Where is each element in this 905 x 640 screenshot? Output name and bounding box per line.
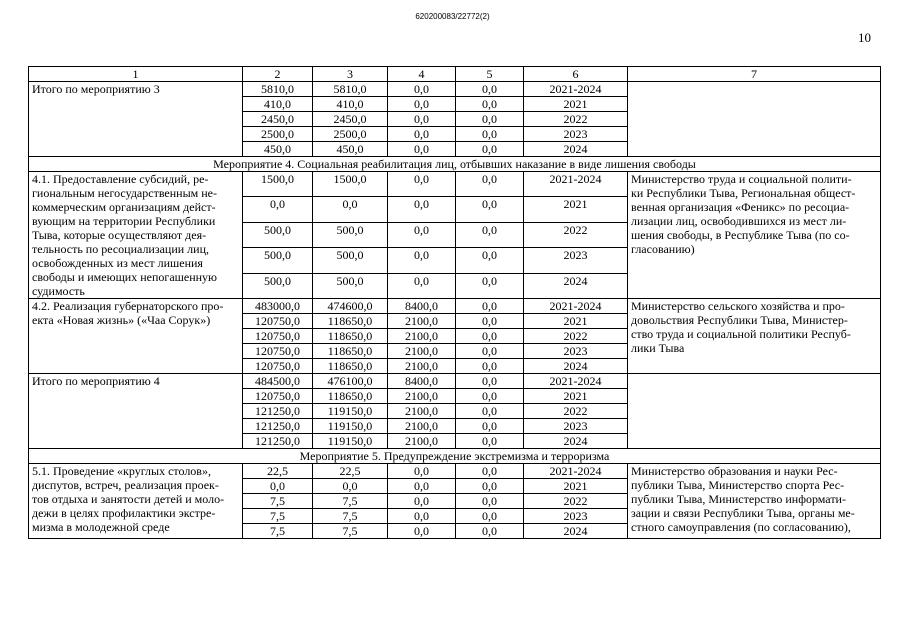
period-cell: 2021 bbox=[524, 479, 628, 494]
activity-name-cell: Итого по мероприятию 4 bbox=[29, 374, 243, 449]
column-number: 7 bbox=[628, 67, 881, 82]
amount-cell: 119150,0 bbox=[313, 419, 388, 434]
responsible-executor-cell: Министерство образования и науки Рес- публики Тыва, Министерство спорта Рес- публики Тыва, Министерство информати- зации и связи Республики Тыва, органы ме- стного самоуправления (по согласованию), bbox=[628, 464, 881, 539]
amount-cell: 0,0 bbox=[388, 509, 456, 524]
amount-cell: 0,0 bbox=[388, 82, 456, 97]
amount-cell: 2100,0 bbox=[388, 434, 456, 449]
amount-cell: 0,0 bbox=[388, 479, 456, 494]
amount-cell: 474600,0 bbox=[313, 299, 388, 314]
amount-cell: 0,0 bbox=[456, 197, 524, 222]
amount-cell: 500,0 bbox=[243, 273, 313, 298]
column-number-row bbox=[29, 67, 881, 82]
column-number: 2 bbox=[243, 67, 313, 82]
amount-cell: 0,0 bbox=[313, 479, 388, 494]
column-number: 1 bbox=[29, 67, 243, 82]
period-cell: 2021-2024 bbox=[524, 299, 628, 314]
table-row bbox=[29, 299, 881, 314]
amount-cell: 0,0 bbox=[456, 248, 524, 273]
period-cell: 2022 bbox=[524, 222, 628, 247]
amount-cell: 2500,0 bbox=[313, 127, 388, 142]
period-cell: 2021 bbox=[524, 389, 628, 404]
responsible-executor-cell: Министерство труда и социальной полити- ки Республики Тыва, Региональная общест- венная организация «Феникс» по ресоциа- лизации лиц, освободившихся из мест ли- шения свободы, в Республике Тыва (по со- гласованию) bbox=[628, 172, 881, 299]
amount-cell: 7,5 bbox=[243, 494, 313, 509]
responsible-executor-cell bbox=[628, 82, 881, 157]
amount-cell: 0,0 bbox=[456, 314, 524, 329]
amount-cell: 7,5 bbox=[243, 524, 313, 539]
amount-cell: 119150,0 bbox=[313, 404, 388, 419]
period-cell: 2024 bbox=[524, 142, 628, 157]
amount-cell: 484500,0 bbox=[243, 374, 313, 389]
period-cell: 2024 bbox=[524, 273, 628, 298]
amount-cell: 0,0 bbox=[388, 524, 456, 539]
amount-cell: 0,0 bbox=[388, 142, 456, 157]
amount-cell: 118650,0 bbox=[313, 389, 388, 404]
period-cell: 2024 bbox=[524, 524, 628, 539]
budget-table bbox=[28, 66, 881, 539]
period-cell: 2022 bbox=[524, 112, 628, 127]
period-cell: 2023 bbox=[524, 419, 628, 434]
amount-cell: 0,0 bbox=[243, 197, 313, 222]
amount-cell: 0,0 bbox=[456, 464, 524, 479]
amount-cell: 120750,0 bbox=[243, 314, 313, 329]
amount-cell: 0,0 bbox=[388, 273, 456, 298]
amount-cell: 8400,0 bbox=[388, 299, 456, 314]
amount-cell: 2100,0 bbox=[388, 419, 456, 434]
activity-name-cell: 5.1. Проведение «круглых столов», диспутов, встреч, реализация проек- тов отдыха и занятости детей и моло- дежи в целях профилактики экстре- мизма в молодежной среде bbox=[29, 464, 243, 539]
amount-cell: 0,0 bbox=[456, 479, 524, 494]
period-cell: 2021 bbox=[524, 197, 628, 222]
amount-cell: 0,0 bbox=[388, 222, 456, 247]
amount-cell: 476100,0 bbox=[313, 374, 388, 389]
amount-cell: 0,0 bbox=[388, 127, 456, 142]
amount-cell: 0,0 bbox=[243, 479, 313, 494]
amount-cell: 0,0 bbox=[388, 197, 456, 222]
page-number: 10 bbox=[858, 30, 871, 45]
amount-cell: 0,0 bbox=[456, 434, 524, 449]
period-cell: 2024 bbox=[524, 359, 628, 374]
document-id: 620200083/22772(2) bbox=[415, 12, 490, 21]
amount-cell: 118650,0 bbox=[313, 329, 388, 344]
amount-cell: 0,0 bbox=[456, 127, 524, 142]
amount-cell: 0,0 bbox=[313, 197, 388, 222]
amount-cell: 1500,0 bbox=[243, 172, 313, 197]
column-number: 3 bbox=[313, 67, 388, 82]
responsible-executor-cell: Министерство сельского хозяйства и про- довольствия Республики Тыва, Министер- ство труда и социальной политики Респуб- лики Тыва bbox=[628, 299, 881, 374]
amount-cell: 119150,0 bbox=[313, 434, 388, 449]
amount-cell: 450,0 bbox=[313, 142, 388, 157]
amount-cell: 0,0 bbox=[456, 419, 524, 434]
period-cell: 2021 bbox=[524, 97, 628, 112]
amount-cell: 0,0 bbox=[456, 344, 524, 359]
period-cell: 2021-2024 bbox=[524, 172, 628, 197]
amount-cell: 7,5 bbox=[313, 509, 388, 524]
period-cell: 2024 bbox=[524, 434, 628, 449]
period-cell: 2021 bbox=[524, 314, 628, 329]
amount-cell: 8400,0 bbox=[388, 374, 456, 389]
amount-cell: 2100,0 bbox=[388, 344, 456, 359]
table-body bbox=[29, 67, 881, 539]
amount-cell: 0,0 bbox=[388, 494, 456, 509]
period-cell: 2022 bbox=[524, 329, 628, 344]
amount-cell: 500,0 bbox=[243, 222, 313, 247]
amount-cell: 500,0 bbox=[243, 248, 313, 273]
amount-cell: 5810,0 bbox=[313, 82, 388, 97]
amount-cell: 0,0 bbox=[456, 82, 524, 97]
amount-cell: 2450,0 bbox=[313, 112, 388, 127]
table-row bbox=[29, 172, 881, 197]
period-cell: 2021-2024 bbox=[524, 464, 628, 479]
amount-cell: 0,0 bbox=[456, 273, 524, 298]
period-cell: 2022 bbox=[524, 494, 628, 509]
period-cell: 2021-2024 bbox=[524, 374, 628, 389]
amount-cell: 2500,0 bbox=[243, 127, 313, 142]
amount-cell: 483000,0 bbox=[243, 299, 313, 314]
amount-cell: 120750,0 bbox=[243, 359, 313, 374]
section-header-row bbox=[29, 157, 881, 172]
amount-cell: 410,0 bbox=[313, 97, 388, 112]
responsible-executor-cell bbox=[628, 374, 881, 449]
amount-cell: 0,0 bbox=[456, 389, 524, 404]
amount-cell: 22,5 bbox=[243, 464, 313, 479]
amount-cell: 0,0 bbox=[456, 112, 524, 127]
activity-name-cell: Итого по мероприятию 3 bbox=[29, 82, 243, 157]
amount-cell: 0,0 bbox=[456, 404, 524, 419]
amount-cell: 7,5 bbox=[243, 509, 313, 524]
amount-cell: 0,0 bbox=[456, 172, 524, 197]
amount-cell: 0,0 bbox=[456, 142, 524, 157]
amount-cell: 0,0 bbox=[388, 464, 456, 479]
amount-cell: 0,0 bbox=[456, 524, 524, 539]
amount-cell: 0,0 bbox=[388, 97, 456, 112]
amount-cell: 120750,0 bbox=[243, 389, 313, 404]
amount-cell: 0,0 bbox=[456, 494, 524, 509]
amount-cell: 0,0 bbox=[456, 299, 524, 314]
section-title: Мероприятие 4. Социальная реабилитация лиц, отбывших наказание в виде лишения свободы bbox=[29, 157, 881, 172]
amount-cell: 2450,0 bbox=[243, 112, 313, 127]
amount-cell: 2100,0 bbox=[388, 389, 456, 404]
amount-cell: 2100,0 bbox=[388, 404, 456, 419]
amount-cell: 120750,0 bbox=[243, 344, 313, 359]
amount-cell: 121250,0 bbox=[243, 434, 313, 449]
amount-cell: 0,0 bbox=[456, 509, 524, 524]
period-cell: 2023 bbox=[524, 248, 628, 273]
amount-cell: 500,0 bbox=[313, 222, 388, 247]
period-cell: 2023 bbox=[524, 127, 628, 142]
amount-cell: 500,0 bbox=[313, 273, 388, 298]
table-row bbox=[29, 374, 881, 389]
period-cell: 2023 bbox=[524, 344, 628, 359]
column-number: 6 bbox=[524, 67, 628, 82]
period-cell: 2021-2024 bbox=[524, 82, 628, 97]
section-header-row bbox=[29, 449, 881, 464]
activity-name-cell: 4.2. Реализация губернаторского про- екта «Новая жизнь» («Чаа Сорук») bbox=[29, 299, 243, 374]
amount-cell: 0,0 bbox=[388, 112, 456, 127]
column-number: 5 bbox=[456, 67, 524, 82]
amount-cell: 500,0 bbox=[313, 248, 388, 273]
amount-cell: 121250,0 bbox=[243, 419, 313, 434]
table-row bbox=[29, 82, 881, 97]
amount-cell: 0,0 bbox=[388, 172, 456, 197]
amount-cell: 2100,0 bbox=[388, 359, 456, 374]
amount-cell: 450,0 bbox=[243, 142, 313, 157]
amount-cell: 0,0 bbox=[388, 248, 456, 273]
amount-cell: 22,5 bbox=[313, 464, 388, 479]
amount-cell: 118650,0 bbox=[313, 344, 388, 359]
amount-cell: 0,0 bbox=[456, 329, 524, 344]
section-title: Мероприятие 5. Предупреждение экстремизма и терроризма bbox=[29, 449, 881, 464]
period-cell: 2023 bbox=[524, 509, 628, 524]
amount-cell: 120750,0 bbox=[243, 329, 313, 344]
amount-cell: 2100,0 bbox=[388, 329, 456, 344]
amount-cell: 0,0 bbox=[456, 359, 524, 374]
period-cell: 2022 bbox=[524, 404, 628, 419]
amount-cell: 0,0 bbox=[456, 374, 524, 389]
activity-name-cell: 4.1. Предоставление субсидий, ре- гиональным негосударственным не- коммерческим организациям дейст- вующим на территории Республики Тыва, которые осуществляют дея- тельность по ресоциализации лиц, освобожденных из мест лишения свободы и имеющих непогашенную судимость bbox=[29, 172, 243, 299]
amount-cell: 118650,0 bbox=[313, 359, 388, 374]
amount-cell: 2100,0 bbox=[388, 314, 456, 329]
amount-cell: 1500,0 bbox=[313, 172, 388, 197]
table-row bbox=[29, 464, 881, 479]
amount-cell: 0,0 bbox=[456, 97, 524, 112]
amount-cell: 7,5 bbox=[313, 524, 388, 539]
amount-cell: 5810,0 bbox=[243, 82, 313, 97]
column-number: 4 bbox=[388, 67, 456, 82]
amount-cell: 121250,0 bbox=[243, 404, 313, 419]
amount-cell: 0,0 bbox=[456, 222, 524, 247]
amount-cell: 118650,0 bbox=[313, 314, 388, 329]
amount-cell: 410,0 bbox=[243, 97, 313, 112]
amount-cell: 7,5 bbox=[313, 494, 388, 509]
